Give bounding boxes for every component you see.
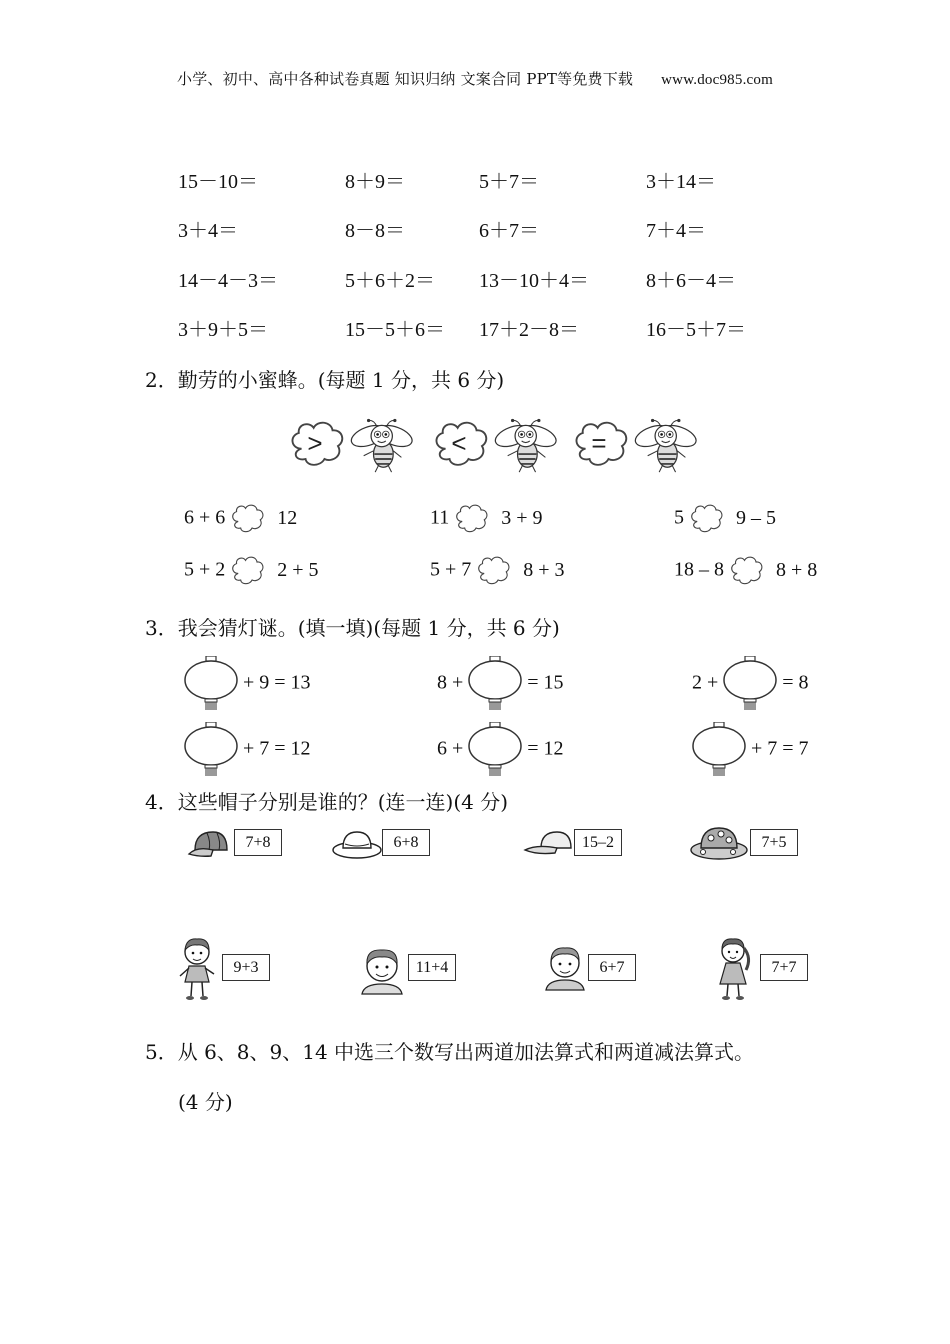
boy-icon: [356, 946, 408, 996]
compare-item: [674, 501, 776, 537]
answer-cloud[interactable]: [729, 553, 765, 589]
compare-item: [184, 501, 297, 537]
symbol-equal: =: [591, 428, 607, 458]
lantern-post: + 7 = 7: [751, 737, 809, 760]
symbol-less: <: [451, 428, 467, 458]
lantern-post: = 12: [527, 737, 564, 760]
baseball-cap-icon: [187, 826, 231, 862]
equation: 5＋7＝: [479, 171, 539, 193]
equation: 7＋4＝: [646, 220, 706, 242]
bee-group-less: [432, 418, 562, 484]
question-5-title: 5．从 6、8、9、14 中选三个数写出两道加法算式和两道减法算式。: [145, 1040, 755, 1064]
equation: 3＋4＝: [178, 220, 238, 242]
person-item[interactable]: [712, 936, 754, 1004]
hat-item[interactable]: [331, 826, 383, 862]
page-header: [0, 68, 950, 89]
symbol-greater: >: [307, 428, 323, 458]
equation: 8－8＝: [345, 220, 405, 242]
compare-right: 3 + 9: [501, 506, 543, 529]
compare-right: 8 + 3: [523, 558, 565, 581]
equation: 6＋7＝: [479, 220, 539, 242]
cap-icon: [523, 828, 573, 860]
compare-right: 9 – 5: [736, 506, 776, 529]
compare-left: 18 – 8: [674, 558, 724, 581]
lantern-post: = 8: [782, 671, 809, 694]
floral-hat-icon: [689, 824, 749, 862]
hat-label: 6+8: [382, 829, 430, 856]
answer-cloud[interactable]: [230, 553, 266, 589]
lantern-icon[interactable]: [184, 656, 238, 712]
lantern-item: [692, 722, 809, 778]
answer-cloud[interactable]: [689, 501, 725, 537]
equation: 16－5＋7＝: [646, 319, 746, 341]
person-label: 7+7: [760, 954, 808, 981]
header-url: www.doc985.com: [661, 72, 773, 88]
person-label: 11+4: [408, 954, 456, 981]
compare-item: [674, 553, 817, 589]
compare-left: 5: [674, 506, 684, 529]
question-2-title: 2．勤劳的小蜜蜂。(每题 1 分，共 6 分): [145, 368, 505, 392]
bee-icon: [633, 419, 699, 472]
hat-label: 15–2: [574, 829, 622, 856]
lantern-pre: 2 +: [692, 671, 719, 694]
compare-item: [184, 553, 319, 589]
lantern-icon[interactable]: [723, 656, 777, 712]
lantern-post: + 9 = 13: [243, 671, 311, 694]
compare-left: 6 + 6: [184, 506, 226, 529]
lantern-pre: 8 +: [437, 671, 464, 694]
person-label: 9+3: [222, 954, 270, 981]
lantern-icon[interactable]: [184, 722, 238, 778]
compare-item: [430, 501, 543, 537]
lantern-icon[interactable]: [468, 722, 522, 778]
equation: 3＋14＝: [646, 171, 716, 193]
question-5-points: (4 分): [178, 1090, 233, 1114]
lantern-item: [184, 722, 311, 778]
equation: 3＋9＋5＝: [178, 319, 268, 341]
person-item[interactable]: [356, 946, 408, 996]
hat-item[interactable]: [187, 826, 231, 862]
equation: 8＋6－4＝: [646, 270, 736, 292]
compare-right: 2 + 5: [277, 558, 319, 581]
compare-right: 8 + 8: [776, 558, 818, 581]
answer-cloud[interactable]: [230, 501, 266, 537]
lantern-icon[interactable]: [692, 722, 746, 778]
equation: 13－10＋4＝: [479, 270, 589, 292]
compare-left: 5 + 2: [184, 558, 226, 581]
hat-item[interactable]: [523, 828, 573, 860]
lantern-post: + 7 = 12: [243, 737, 311, 760]
compare-right: 12: [277, 506, 298, 529]
hat-item[interactable]: [689, 824, 749, 862]
equation: 17＋2－8＝: [479, 319, 579, 341]
lantern-item: [184, 656, 311, 712]
lantern-item: [692, 656, 809, 712]
question-3-title: 3．我会猜灯谜。(填一填)(每题 1 分，共 6 分): [145, 616, 560, 640]
compare-item: [430, 553, 565, 589]
answer-cloud[interactable]: [454, 501, 490, 537]
lantern-item: [437, 722, 564, 778]
lantern-item: [437, 656, 564, 712]
lantern-post: = 15: [527, 671, 564, 694]
compare-left: 5 + 7: [430, 558, 472, 581]
bee-icon: [349, 419, 415, 472]
equation: 8＋9＝: [345, 171, 405, 193]
girl-icon: [176, 936, 218, 1004]
equation: 15－5＋6＝: [345, 319, 445, 341]
bee-icon: [493, 419, 559, 472]
bee-group-greater: [288, 418, 418, 484]
person-label: 6+7: [588, 954, 636, 981]
hat-label: 7+8: [234, 829, 282, 856]
question-4-title: 4．这些帽子分别是谁的？(连一连)(4 分): [145, 790, 509, 814]
sun-hat-icon: [331, 826, 383, 862]
equation: 14－4－3＝: [178, 270, 278, 292]
hat-label: 7+5: [750, 829, 798, 856]
bee-group-equal: [572, 418, 702, 484]
person-item[interactable]: [176, 936, 218, 1004]
compare-left: 11: [430, 506, 450, 529]
header-text: 小学、初中、高中各种试卷真题 知识归纳 文案合同 PPT等免费下载: [177, 70, 634, 88]
girl-icon: [712, 936, 754, 1004]
lantern-icon[interactable]: [468, 656, 522, 712]
equation: 15－10＝: [178, 171, 258, 193]
lantern-pre: 6 +: [437, 737, 464, 760]
boy-icon: [542, 944, 588, 992]
person-item[interactable]: [542, 944, 588, 992]
equation: 5＋6＋2＝: [345, 270, 435, 292]
answer-cloud[interactable]: [476, 553, 512, 589]
